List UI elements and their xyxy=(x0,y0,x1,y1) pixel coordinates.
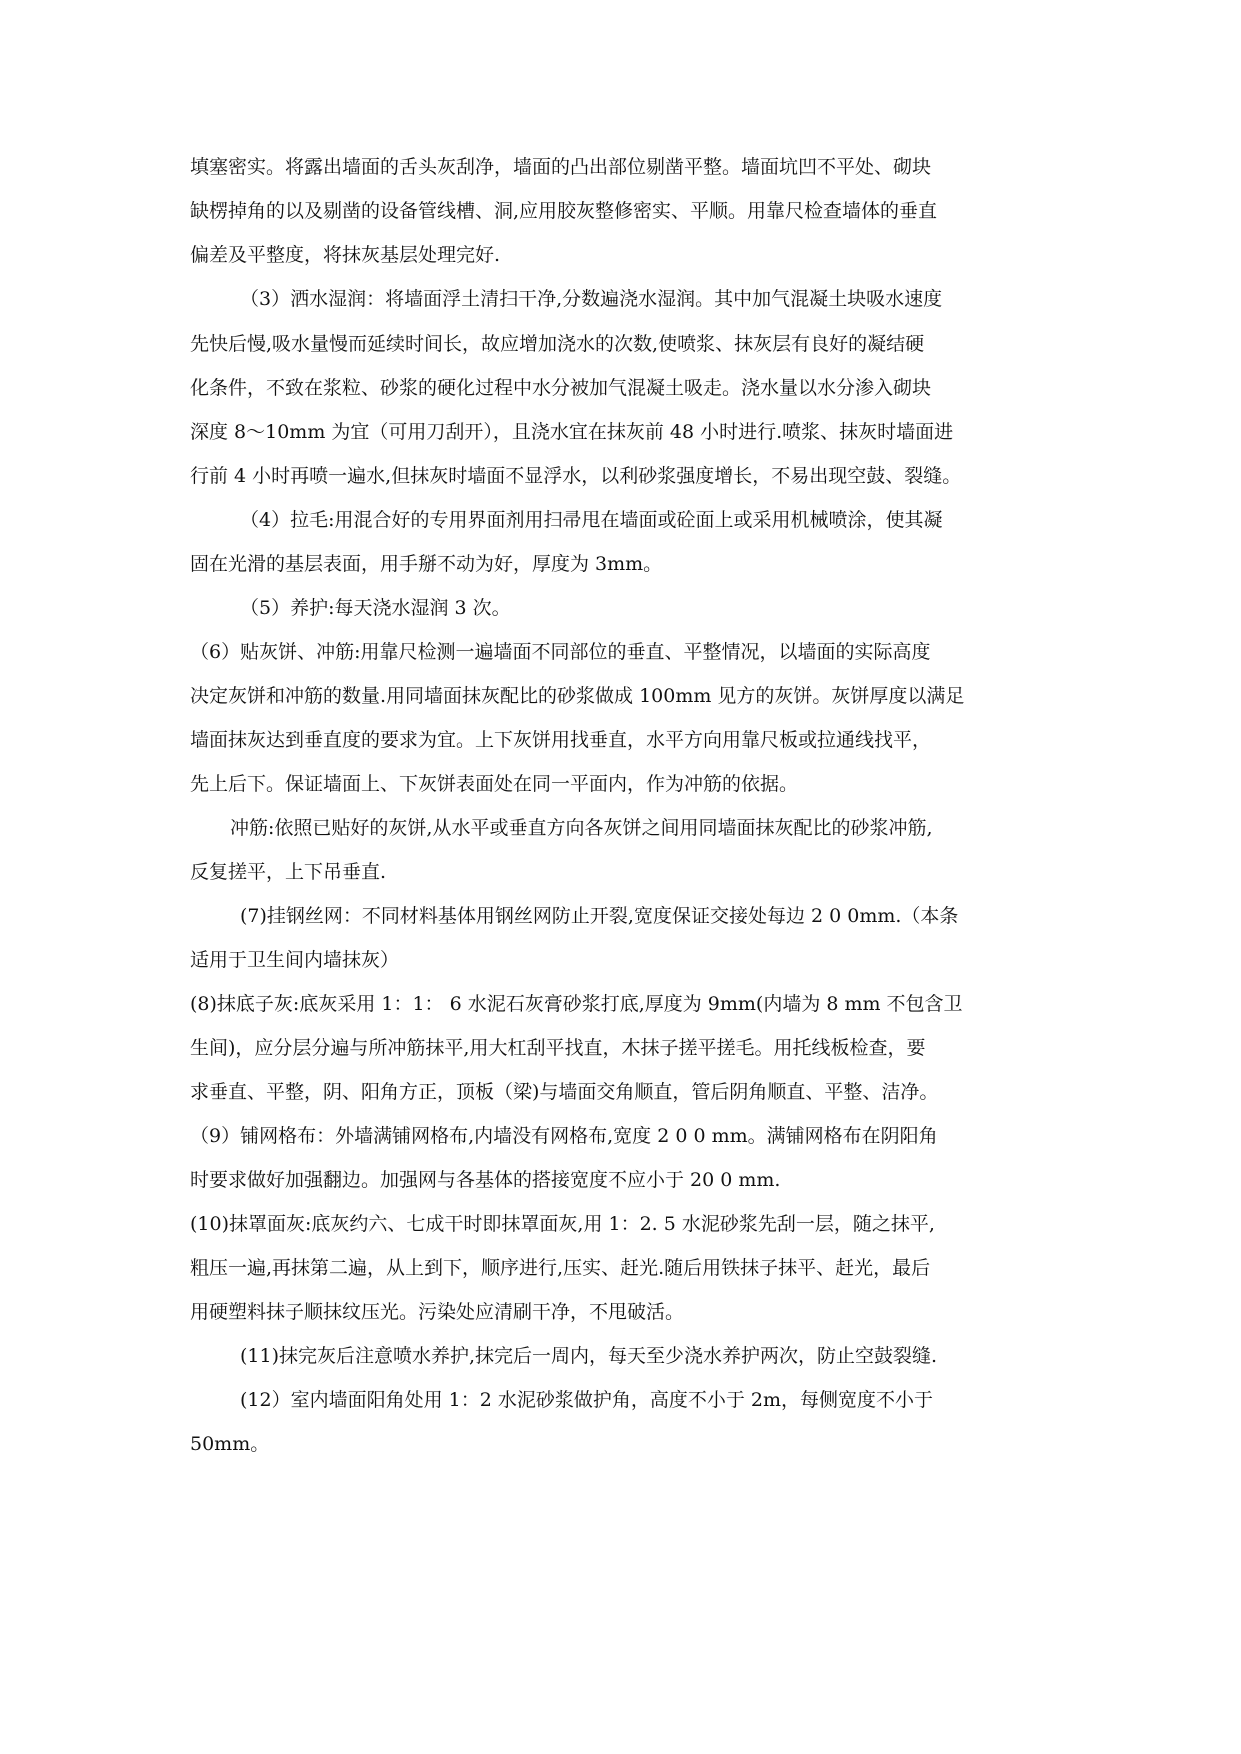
text-line: 偏差及平整度，将抹灰基层处理完好. xyxy=(190,244,501,266)
text-line: 墙面抹灰达到垂直度的要求为宜。上下灰饼用找垂直，水平方向用靠尺板或拉通线找平， xyxy=(190,729,932,751)
text-line: 50mm。 xyxy=(190,1433,270,1455)
text-line: (11)抹完灰后注意喷水养护,抹完后一周内，每天至少浇水养护两次，防止空鼓裂缝. xyxy=(240,1345,938,1367)
text-line: （3）洒水湿润：将墙面浮土清扫干净,分数遍浇水湿润。其中加气混凝土块吸水速度 xyxy=(240,288,943,310)
text-line: 行前 4 小时再喷一遍水,但抹灰时墙面不显浮水，以利砂浆强度增长，不易出现空鼓、裂缝。 xyxy=(190,465,962,487)
text-line: （9）铺网格布：外墙满铺网格布,内墙没有网格布,宽度 2 0 0 mm。满铺网格布在阴阳角 xyxy=(190,1125,938,1147)
text-line: 缺楞掉角的以及剔凿的设备管线槽、洞,应用胶灰整修密实、平顺。用靠尺检查墙体的垂直 xyxy=(190,200,938,222)
text-line: 先快后慢,吸水量慢而延续时间长，故应增加浇水的次数,使喷浆、抹灰层有良好的凝结硬 xyxy=(190,333,925,355)
text-line: (8)抹底子灰:底灰采用 1：1： 6 水泥石灰膏砂浆打底,厚度为 9mm(内墙为 8 mm 不包含卫 xyxy=(190,993,963,1015)
text-line: 固在光滑的基层表面，用手掰不动为好，厚度为 3mm。 xyxy=(190,553,663,575)
text-line: 冲筋:依照已贴好的灰饼,从水平或垂直方向各灰饼之间用同墙面抹灰配比的砂浆冲筋, xyxy=(230,817,933,839)
text-line: 求垂直、平整，阴、阳角方正，顶板（梁)与墙面交角顺直，管后阴角顺直、平整、洁净。 xyxy=(190,1081,939,1103)
text-line: 生间)，应分层分遍与所冲筋抹平,用大杠刮平找直，木抹子搓平搓毛。用托线板检查，要 xyxy=(190,1037,926,1059)
text-line: (10)抹罩面灰:底灰约六、七成干时即抹罩面灰,用 1：2. 5 水泥砂浆先刮一层，随之抹平, xyxy=(190,1213,935,1235)
text-line: 反复搓平，上下吊垂直. xyxy=(190,861,387,883)
text-line: 决定灰饼和冲筋的数量.用同墙面抹灰配比的砂浆做成 100mm 见方的灰饼。灰饼厚度以满足 xyxy=(190,685,965,707)
text-line: 适用于卫生间内墙抹灰） xyxy=(190,949,400,971)
text-line: 时要求做好加强翻边。加强网与各基体的搭接宽度不应小于 20 0 mm. xyxy=(190,1169,781,1191)
text-line: 用硬塑料抹子顺抹纹压光。污染处应清刷干净，不甩破活。 xyxy=(190,1301,685,1323)
text-line: 先上后下。保证墙面上、下灰饼表面处在同一平面内，作为冲筋的依据。 xyxy=(190,773,799,795)
text-line: (12）室内墙面阳角处用 1：2 水泥砂浆做护角，高度不小于 2m，每侧宽度不小于 xyxy=(240,1389,933,1411)
text-line: 深度 8～10mm 为宜（可用刀刮开），且浇水宜在抹灰前 48 小时进行.喷浆、抹灰时墙面进 xyxy=(190,421,954,443)
text-line: （4）拉毛:用混合好的专用界面剂用扫帚甩在墙面或砼面上或采用机械喷涂，使其凝 xyxy=(240,509,943,531)
text-line: 粗压一遍,再抹第二遍，从上到下，顺序进行,压实、赶光.随后用铁抹子抹平、赶光，最后 xyxy=(190,1257,931,1279)
text-line: 化条件，不致在浆粒、砂浆的硬化过程中水分被加气混凝土吸走。浇水量以水分渗入砌块 xyxy=(190,377,932,399)
text-line: 填塞密实。将露出墙面的舌头灰刮净，墙面的凸出部位剔凿平整。墙面坑凹不平处、砌块 xyxy=(190,156,932,178)
text-line: (7)挂钢丝网：不同材料基体用钢丝网防止开裂,宽度保证交接处每边 2 0 0mm.（本条 xyxy=(240,905,959,927)
text-line: （5）养护:每天浇水湿润 3 次。 xyxy=(240,597,511,619)
text-line: （6）贴灰饼、冲筋:用靠尺检测一遍墙面不同部位的垂直、平整情况，以墙面的实际高度 xyxy=(190,641,931,663)
